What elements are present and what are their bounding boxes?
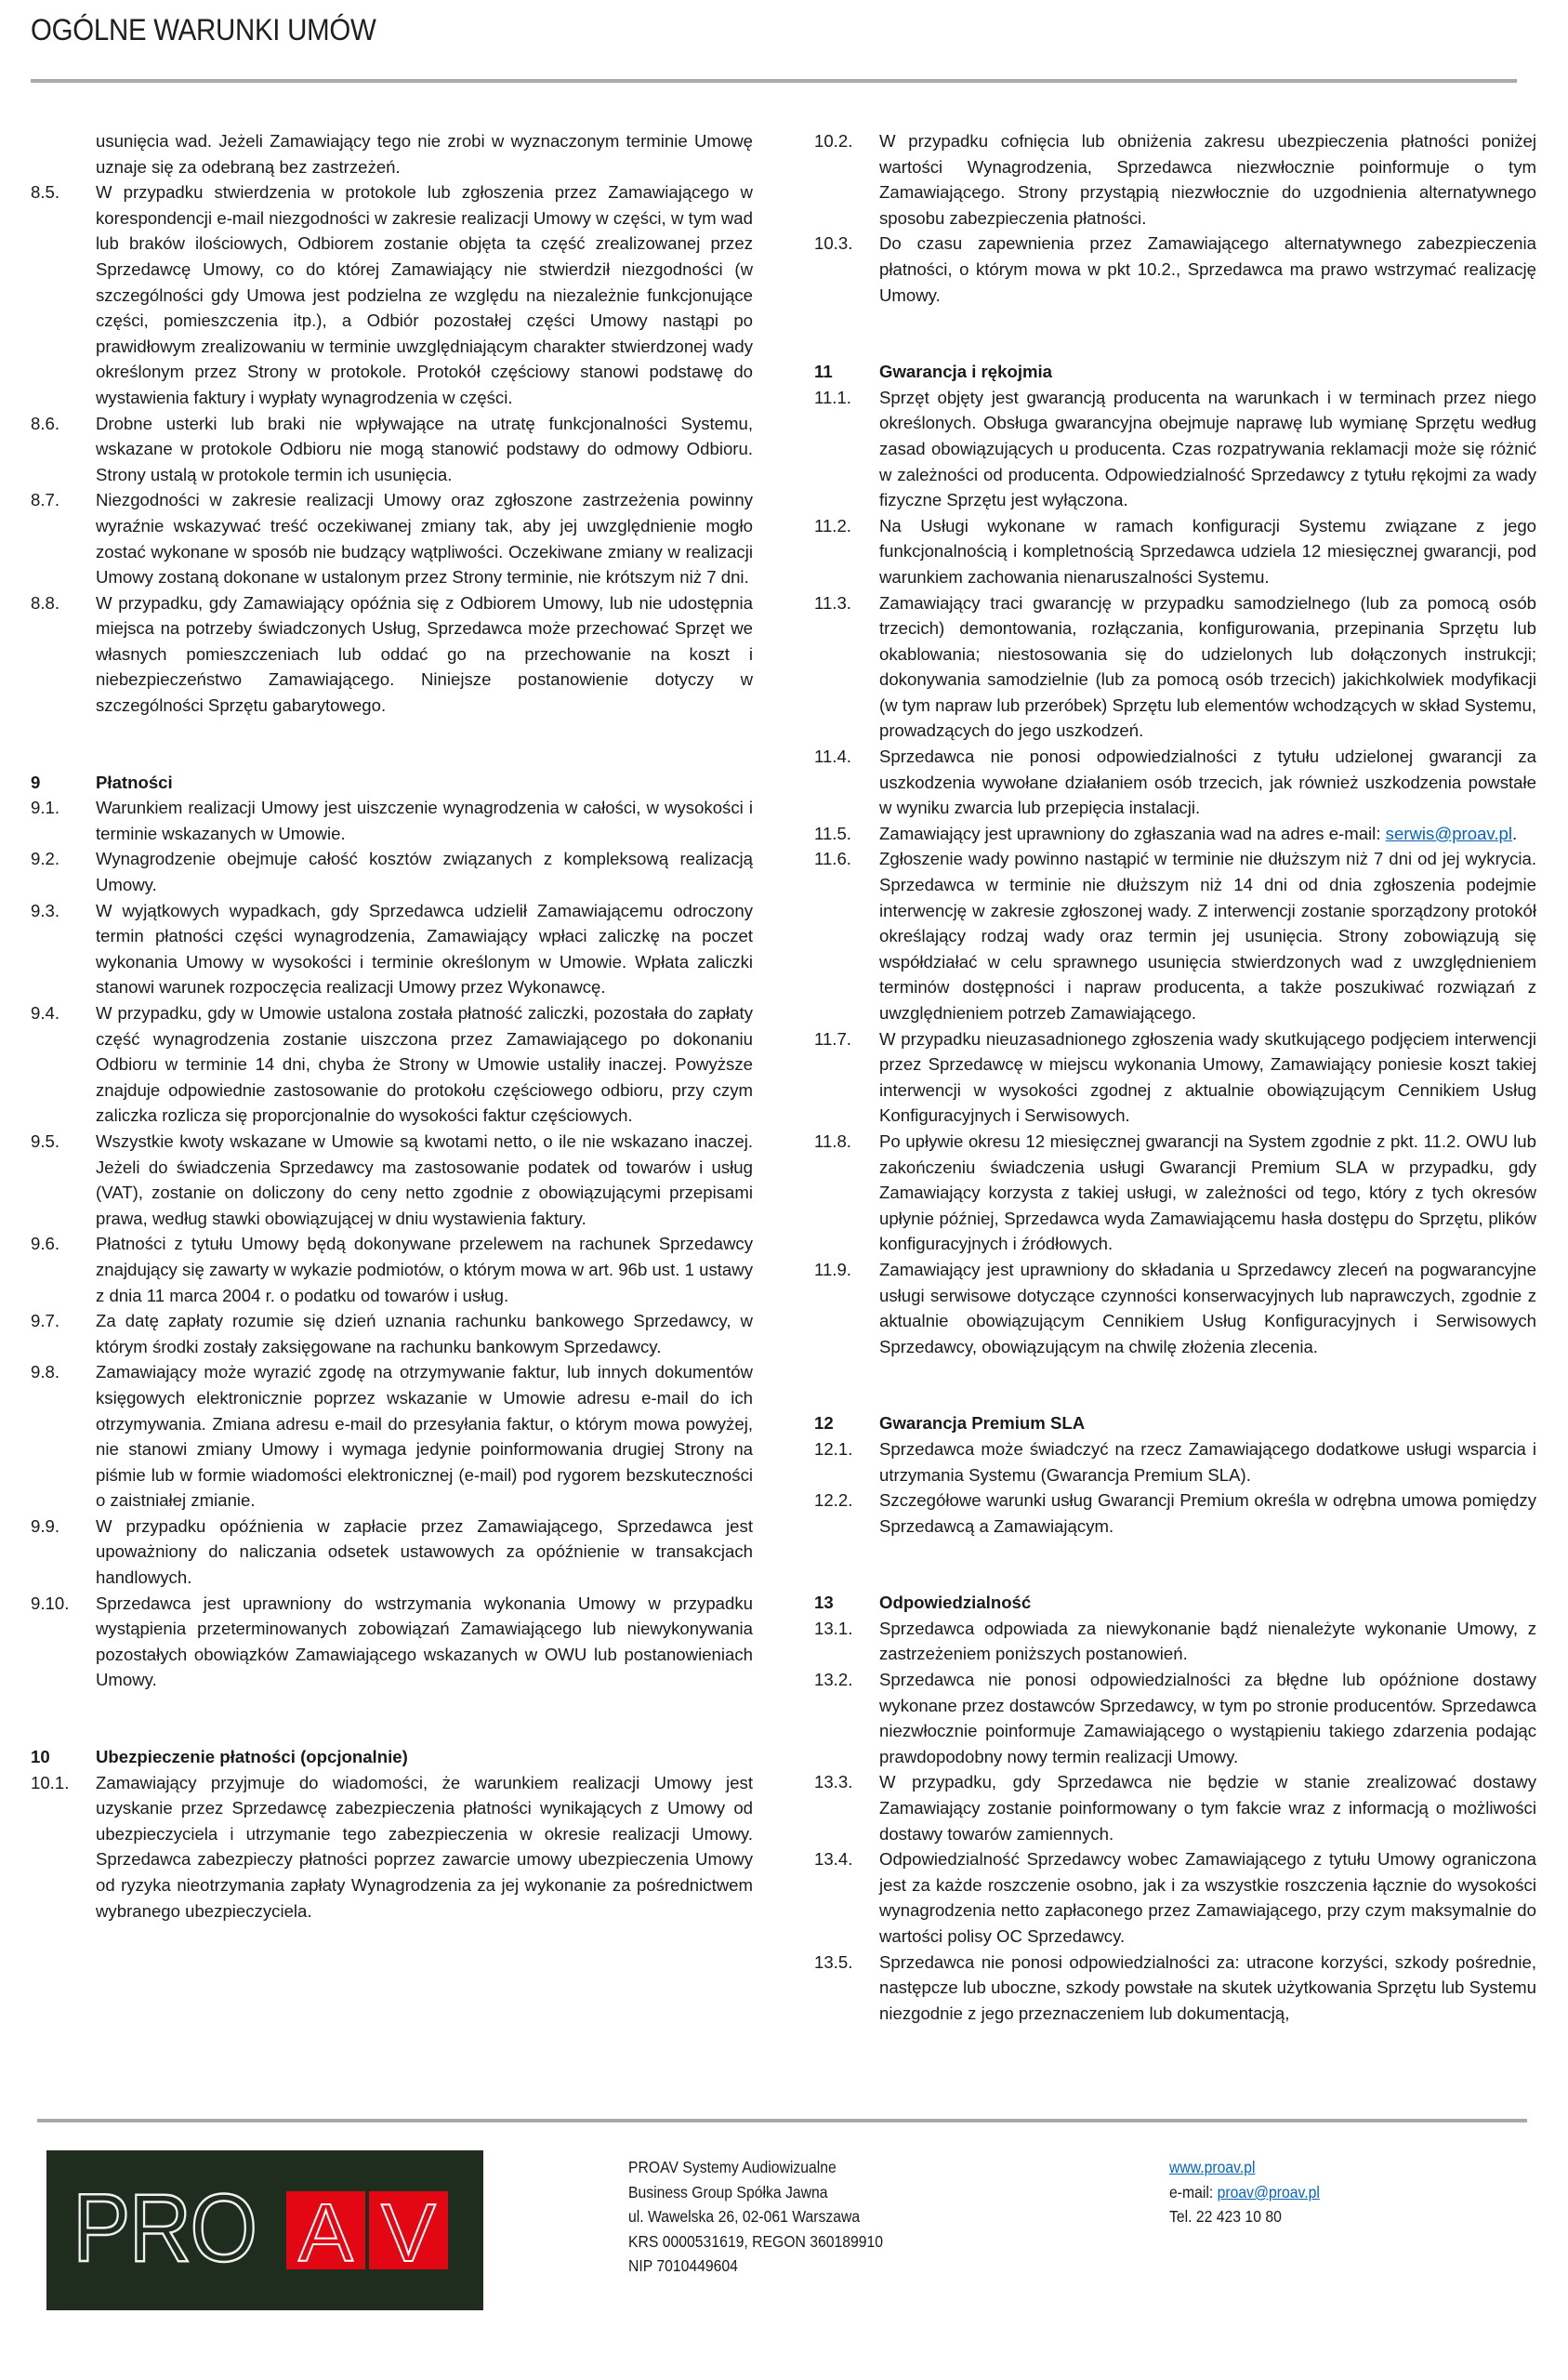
clause-text: Na Usługi wykonane w ramach konfiguracji Systemu związane z jego funkcjonalnością i kompletnością Sprzedawca udziela 12 miesięcznej gwarancji, pod warunkiem zachowania nienaruszalności Systemu. bbox=[879, 515, 1536, 587]
email-line bbox=[1169, 2180, 1320, 2205]
clause-9-8 bbox=[31, 1359, 753, 1514]
clause-12-2 bbox=[814, 1488, 1536, 1539]
clause-number: 13.2. bbox=[814, 1670, 853, 1690]
section-number: 10 bbox=[31, 1747, 50, 1767]
clause-number: 9.9. bbox=[31, 1515, 60, 1536]
clause-number: 9.8. bbox=[31, 1362, 60, 1382]
clause-11-1 bbox=[814, 385, 1536, 513]
clause-9-9 bbox=[31, 1514, 753, 1591]
clause-9-7 bbox=[31, 1308, 753, 1359]
section-number: 9 bbox=[31, 772, 41, 792]
clause-number: 9.4. bbox=[31, 1003, 60, 1023]
contact-info bbox=[1169, 2155, 1320, 2229]
logo-a-box: A bbox=[286, 2191, 365, 2269]
clause-text: Wynagrodzenie obejmuje całość kosztów związanych z kompleksową realizacją Umowy. bbox=[96, 849, 753, 895]
clause-number: 12.1. bbox=[814, 1438, 853, 1459]
section-title: Gwarancja i rękojmia bbox=[879, 362, 1053, 382]
clause-12-1 bbox=[814, 1436, 1536, 1488]
clause-text-end: . bbox=[1512, 823, 1518, 843]
clause-number: 11.1. bbox=[814, 387, 851, 407]
section-heading-12 bbox=[814, 1410, 1536, 1436]
clause-13-4 bbox=[814, 1846, 1536, 1949]
company-nip: NIP 7010449604 bbox=[628, 2256, 738, 2276]
clause-number: 10.3. bbox=[814, 233, 853, 254]
clause-text: Sprzedawca nie ponosi odpowiedzialności za błędne lub opóźnione dostawy wykonane przez dostawców Sprzedawcy, w tym po stronie producentów. Sprzedawca niezwłocznie poinformuje Zamawiającego o wystąpieniu takiego zdarzenia podając prawdopodobny nowy termin realizacji Umowy. bbox=[879, 1670, 1536, 1766]
clause-number: 11.5. bbox=[814, 823, 851, 843]
clause-13-1 bbox=[814, 1616, 1536, 1667]
clause-number: 9.2. bbox=[31, 849, 60, 869]
clause-text: usunięcia wad. Jeżeli Zamawiający tego nie zrobi w wyznaczonym terminie Umowę uznaje się za odebraną bez zastrzeżeń. bbox=[96, 131, 753, 177]
clause-number: 11.7. bbox=[814, 1028, 851, 1049]
clause-text: W przypadku, gdy Zamawiający opóźnia się z Odbiorem Umowy, lub nie udostępnia miejsca na potrzeby świadczonych Usług, Sprzedawca może przechować Sprzęt we własnych pomieszczeniach lub oddać go na przechowanie na koszt i niebezpieczeństwo Zamawiającego. Niniejsze postanowienie dotyczy w szczególności Sprzętu gabarytowego. bbox=[96, 592, 753, 716]
clause-number: 12.2. bbox=[814, 1490, 853, 1511]
clause-10-1 bbox=[31, 1770, 753, 1924]
clause-9-6 bbox=[31, 1231, 753, 1308]
clause-number: 8.6. bbox=[31, 413, 60, 433]
left-column bbox=[31, 128, 753, 1924]
clause-text: Zamawiający traci gwarancję w przypadku samodzielnego (lub za pomocą osób trzecich) demontowania, rozłączania, konfigurowania, przepinania Sprzętu lub okablowania; niestosowania się do udzielonych lub dołączonych instrukcji; dokonywania samodzielnie (lub za pomocą osób trzecich) jakichkolwiek modyfikacji (w tym napraw lub przeróbek) Sprzętu lub elementów wchodzących w skład Systemu, prowadzących do jego uszkodzeń. bbox=[879, 592, 1536, 741]
clause-number: 9.10. bbox=[31, 1593, 70, 1613]
clause-number: 9.3. bbox=[31, 900, 60, 920]
clause-number: 10.2. bbox=[814, 131, 853, 151]
section-heading-13 bbox=[814, 1590, 1536, 1616]
clause-text: Sprzedawca nie ponosi odpowiedzialności za: utracone korzyści, szkody pośrednie, następcze lub uboczne, szkody powstałe na skutek użytkowania Sprzętu lub Systemu niezgodnie z jego przeznaczeniem lub dokumentacją, bbox=[879, 1951, 1536, 2023]
clause-9-2 bbox=[31, 846, 753, 897]
email-link[interactable]: proav@proav.pl bbox=[1217, 2182, 1320, 2202]
clause-11-3 bbox=[814, 590, 1536, 745]
clause-8-5 bbox=[31, 179, 753, 410]
page-title: OGÓLNE WARUNKI UMÓW bbox=[31, 13, 376, 46]
clause-text: Za datę zapłaty rozumie się dzień uznania rachunku bankowego Sprzedawcy, w którym środki zostały zaksięgowane na rachunku bankowym Sprzedawcy. bbox=[96, 1311, 753, 1356]
clause-11-2 bbox=[814, 513, 1536, 590]
clause-number: 9.6. bbox=[31, 1234, 60, 1254]
clause-9-5 bbox=[31, 1129, 753, 1231]
clause-text: Szczegółowe warunki usług Gwarancji Premium określa w odrębna umowa pomiędzy Sprzedawcą a Zamawiającym. bbox=[879, 1490, 1536, 1536]
clause-number: 8.7. bbox=[31, 490, 60, 510]
clause-11-5 bbox=[814, 821, 1536, 847]
company-legal-form: Business Group Spółka Jawna bbox=[628, 2182, 828, 2202]
clause-9-3 bbox=[31, 898, 753, 1000]
clause-8-4-continuation bbox=[31, 128, 753, 179]
clause-number: 13.3. bbox=[814, 1772, 853, 1792]
section-heading-10 bbox=[31, 1744, 753, 1770]
header-divider bbox=[31, 79, 1517, 83]
clause-text: Zamawiający jest uprawniony do zgłaszania wad na adres e-mail: bbox=[879, 823, 1381, 843]
clause-text: Zamawiający przyjmuje do wiadomości, że warunkiem realizacji Umowy jest uzyskanie przez Sprzedawcę zabezpieczenia płatności wynikających z Umowy od ubezpieczyciela i utrzymanie tego zabezpieczenia w okresie realizacji Umowy. Sprzedawca zabezpieczy płatności poprzez zawarcie umowy ubezpieczenia Umowy od ryzyka nieotrzymania zapłaty Wynagrodzenia za jej wykonanie za pośrednictwem wybranego ubezpieczyciela. bbox=[96, 1772, 753, 1921]
clause-8-8 bbox=[31, 590, 753, 719]
section-title: Odpowiedzialność bbox=[879, 1593, 1032, 1613]
company-registration: KRS 0000531619, REGON 360189910 bbox=[628, 2231, 884, 2251]
section-number: 13 bbox=[814, 1593, 834, 1613]
section-number: 11 bbox=[814, 362, 833, 382]
clause-10-2 bbox=[814, 128, 1536, 231]
clause-9-1 bbox=[31, 795, 753, 846]
clause-number: 11.2. bbox=[814, 515, 851, 536]
logo-pro-text: PRO bbox=[72, 2175, 257, 2282]
email-label: e-mail: bbox=[1169, 2182, 1218, 2202]
clause-text: Płatności z tytułu Umowy będą dokonywane przelewem na rachunek Sprzedawcy znajdujący się zawarty w wykazie podmiotów, o którym mowa w art. 96b ust. 1 ustawy z dnia 11 marca 2004 r. o podatku od towarów i usług. bbox=[96, 1234, 753, 1305]
clause-number: 11.3. bbox=[814, 592, 851, 613]
clause-text: Do czasu zapewnienia przez Zamawiającego alternatywnego zabezpieczenia płatności, o którym mowa w pkt 10.2., Sprzedawca ma prawo wstrzymać realizację Umowy. bbox=[879, 233, 1536, 305]
clause-number: 8.8. bbox=[31, 592, 60, 613]
footer-divider bbox=[37, 2119, 1527, 2122]
clause-text: Sprzedawca odpowiada za niewykonanie bądź nienależyte wykonanie Umowy, z zastrzeżeniem poniższych postanowień. bbox=[879, 1618, 1536, 1664]
clause-text: Warunkiem realizacji Umowy jest uiszczenie wynagrodzenia w całości, w wysokości i terminie wskazanych w Umowie. bbox=[96, 798, 753, 843]
clause-11-8 bbox=[814, 1129, 1536, 1257]
clause-number: 9.5. bbox=[31, 1130, 60, 1151]
clause-13-2 bbox=[814, 1667, 1536, 1769]
clause-text: Zamawiający może wyrazić zgodę na otrzymywanie faktur, lub innych dokumentów księgowych elektronicznie poprzez wskazanie w Umowie adresu e-mail do ich otrzymywania. Zmiana adresu e-mail do przesyłania faktur, o którym mowa powyżej, nie stanowi zmiany Umowy i wymaga jedynie poinformowania drugiej Strony na piśmie lub w formie wiadomości elektronicznej (e-mail) pod rygorem bezskuteczności o zaistniałej zmianie. bbox=[96, 1362, 753, 1511]
clause-11-9 bbox=[814, 1257, 1536, 1359]
clause-number: 8.5. bbox=[31, 182, 60, 203]
company-address: ul. Wawelska 26, 02-061 Warszawa bbox=[628, 2207, 861, 2227]
clause-number: 11.8. bbox=[814, 1130, 851, 1151]
clause-number: 13.4. bbox=[814, 1849, 853, 1870]
clause-13-3 bbox=[814, 1769, 1536, 1846]
clause-text: W przypadku, gdy w Umowie ustalona została płatność zaliczki, pozostała do zapłaty część wynagrodzenia zostanie uiszczona przez Zamawiającego po dokonaniu Odbioru w terminie 14 dni, chyba że Strony w Umowie ustaliły inaczej. Powyższe znajduje odpowiednie zastosowanie do protokołu częściowego odbioru, przy czym zaliczka rozlicza się proporcjonalnie do wysokości faktur częściowych. bbox=[96, 1003, 753, 1126]
clause-text: W przypadku opóźnienia w zapłacie przez Zamawiającego, Sprzedawca jest upoważniony do naliczania odsetek ustawowych za opóźnienie w transakcjach handlowych. bbox=[96, 1515, 753, 1588]
section-title: Płatności bbox=[96, 772, 173, 792]
website-link[interactable]: www.proav.pl bbox=[1169, 2158, 1256, 2176]
clause-text: Po upływie okresu 12 miesięcznej gwarancji na System zgodnie z pkt. 11.2. OWU lub zakończeniu świadczenia usługi Gwarancji Premium SLA w przypadku, gdy Zamawiający korzysta z takiej usługi, w zależności od tego, który z tych okresów upłynie później, Sprzedawca wyda Zamawiającemu hasła dostępu do Sprzętu, plików konfiguracyjnych i źródłowych. bbox=[879, 1130, 1536, 1254]
logo-v-box: V bbox=[369, 2191, 448, 2269]
clause-number: 11.9. bbox=[814, 1259, 851, 1279]
clause-number: 9.7. bbox=[31, 1311, 60, 1331]
clause-11-4 bbox=[814, 744, 1536, 821]
clause-text: W przypadku, gdy Sprzedawca nie będzie w stanie zrealizować dostawy Zamawiający zostanie poinformowany o tym fakcie wraz z informacją o możliwości dostawy towarów zamiennych. bbox=[879, 1772, 1536, 1844]
clause-text: Odpowiedzialność Sprzedawcy wobec Zamawiającego z tytułu Umowy ograniczona jest za każde roszczenie osobno, jak i za wszystkie roszczenia łącznie do wysokości wynagrodzenia netto zapłaconego przez Zamawiającego, przy czym maksymalnie do wartości polisy OC Sprzedawcy. bbox=[879, 1849, 1536, 1946]
section-title: Ubezpieczenie płatności (opcjonalnie) bbox=[96, 1747, 408, 1767]
clause-9-4 bbox=[31, 1000, 753, 1129]
clause-text: Wszystkie kwoty wskazane w Umowie są kwotami netto, o ile nie wskazano inaczej. Jeżeli do świadczenia Sprzedawcy ma zastosowanie podatek od towarów i usług (VAT), zostanie on doliczony do ceny netto zgodnie z obowiązującymi przepisami prawa, według stawki obowiązującej w dniu wystawienia faktury. bbox=[96, 1130, 753, 1228]
section-title: Gwarancja Premium SLA bbox=[879, 1413, 1086, 1434]
clause-number: 11.6. bbox=[814, 849, 851, 869]
company-info bbox=[628, 2155, 883, 2279]
clause-number: 9.1. bbox=[31, 798, 60, 818]
clause-11-6 bbox=[814, 846, 1536, 1025]
clause-text: Sprzedawca może świadczyć na rzecz Zamawiającego dodatkowe usługi wsparcia i utrzymania Systemu (Gwarancja Premium SLA). bbox=[879, 1438, 1536, 1485]
clause-8-7 bbox=[31, 487, 753, 589]
clause-text: Drobne usterki lub braki nie wpływające na utratę funkcjonalności Systemu, wskazane w protokole Odbioru nie mogą stanowić podstawy do odmowy Odbioru. Strony ustalą w protokole termin ich usunięcia. bbox=[96, 413, 753, 484]
clause-text: Sprzęt objęty jest gwarancją producenta na warunkach i w terminach przez niego określonych. Obsługa gwarancyjna obejmuje naprawę lub wymianę Sprzętu według zasad obowiązujących u producenta. Czas rozpatrywania reklamacji może się różnić w zależności od producenta. Odpowiedzialność Sprzedawcy z tytułu rękojmi za wady fizyczne Sprzętu jest wyłączona. bbox=[879, 387, 1536, 510]
clause-number: 13.1. bbox=[814, 1618, 853, 1638]
clause-text: Zamawiający jest uprawniony do składania u Sprzedawcy zleceń na pogwarancyjne usługi serwisowe dotyczące czynności konserwacyjnych lub naprawczych, zgodnie z aktualnie obowiązującym Cennikiem Usług Konfiguracyjnych i Serwisowych Sprzedawcy, obowiązującym na chwilę złożenia zlecenia. bbox=[879, 1259, 1536, 1356]
clause-11-7 bbox=[814, 1026, 1536, 1129]
section-heading-11 bbox=[814, 359, 1536, 385]
clause-text: Zgłoszenie wady powinno nastąpić w terminie nie dłuższym niż 7 dni od jej wykrycia. Sprzedawca w terminie nie dłuższym niż 14 dni od dnia zgłoszenia podejmie interwencję w zakresie zgłoszonej wady. Z interwencji zostanie sporządzony protokół określający rodzaj wady oraz termin jej usunięcia. Strony zobowiązują się współdziałać w celu sprawnego usunięcia stwierdzonych wad z uwzględnieniem terminów dostępności i napraw producenta, a także poszukiwać rozwiązań z uwzględnieniem potrzeb Zamawiającego. bbox=[879, 849, 1536, 1023]
proav-logo bbox=[46, 2150, 483, 2310]
clause-text: W przypadku stwierdzenia w protokole lub zgłoszenia przez Zamawiającego w korespondencji e-mail niezgodności w zakresie realizacji Umowy w części, w tym wad lub braków ilościowych, Odbiorem zostanie objęta ta część zrealizowanej przez Sprzedawcę Umowy, co do której Zamawiający nie stwierdził niezgodności (w szczególności gdy Umowa jest podzielna ze względu na niezależnie funkcjonujące części, pomieszczenia itp.), a Odbiór pozostałej części Umowy nastąpi po prawidłowym zrealizowaniu w terminie uwzględniającym charakter stwierdzonej wady określonym przez Strony w protokole. Protokół częściowy stanowi podstawę do wystawienia faktury i wypłaty wynagrodzenia w części. bbox=[96, 182, 753, 407]
clause-text: W przypadku cofnięcia lub obniżenia zakresu ubezpieczenia płatności poniżej wartości Wynagrodzenia, Sprzedawca niezwłocznie poinformuje o tym Zamawiającego. Strony przystąpią niezwłocznie do uzgodnienia alternatywnego sposobu zabezpieczenia płatności. bbox=[879, 131, 1536, 228]
clause-13-5 bbox=[814, 1950, 1536, 2027]
clause-text: Sprzedawca nie ponosi odpowiedzialności z tytułu udzielonej gwarancji za uszkodzenia wywołane działaniem osób trzecich, jak również uszkodzenia powstałe w wyniku zwarcia lub przepięcia instalacji. bbox=[879, 747, 1536, 818]
phone-number: Tel. 22 423 10 80 bbox=[1169, 2207, 1282, 2227]
clause-text-wrapper bbox=[879, 821, 1536, 847]
service-email-link[interactable]: serwis@proav.pl bbox=[1385, 823, 1512, 843]
section-number: 12 bbox=[814, 1413, 834, 1434]
clause-number: 13.5. bbox=[814, 1951, 853, 1972]
clause-text: W przypadku nieuzasadnionego zgłoszenia wady skutkującego podjęciem interwencji przez Sprzedawcę w miejscu wykonania Umowy, Zamawiający poniesie koszt takiej interwencji w wysokości zgodnej z aktualnie obowiązującym Cennikiem Usług Konfiguracyjnych i Serwisowych. bbox=[879, 1028, 1536, 1126]
section-heading-9 bbox=[31, 770, 753, 796]
company-name: PROAV Systemy Audiowizualne bbox=[628, 2158, 837, 2176]
clause-text: Niezgodności w zakresie realizacji Umowy oraz zgłoszone zastrzeżenia powinny wyraźnie wskazywać treść oczekiwanej zmiany tak, aby jej uwzględnienie mogło zostać wykonane w sposób nie budzący wątpliwości. Oczekiwane zmiany w realizacji Umowy zostaną dokonane w ustalonym przez Strony terminie, nie krótszym niż 7 dni. bbox=[96, 490, 753, 588]
clause-number: 11.4. bbox=[814, 747, 851, 767]
clause-text: W wyjątkowych wypadkach, gdy Sprzedawca udzielił Zamawiającemu odroczony termin płatności części wynagrodzenia, Zamawiający wpłaci zaliczkę na poczet wykonania Umowy w wysokości i terminie określonym w Umowie. Wpłata zaliczki stanowi warunek rozpoczęcia realizacji Umowy przez Wykonawcę. bbox=[96, 900, 753, 998]
clause-9-10 bbox=[31, 1591, 753, 1693]
clause-8-6 bbox=[31, 411, 753, 488]
clause-10-3 bbox=[814, 231, 1536, 308]
clause-text: Sprzedawca jest uprawniony do wstrzymania wykonania Umowy w przypadku wystąpienia przeterminowanych zobowiązań Zamawiającego lub niewykonywania pozostałych obowiązków Zamawiającego wskazanych w OWU lub postanowieniach Umowy. bbox=[96, 1593, 753, 1690]
clause-number: 10.1. bbox=[31, 1772, 70, 1792]
right-column bbox=[814, 128, 1536, 2026]
